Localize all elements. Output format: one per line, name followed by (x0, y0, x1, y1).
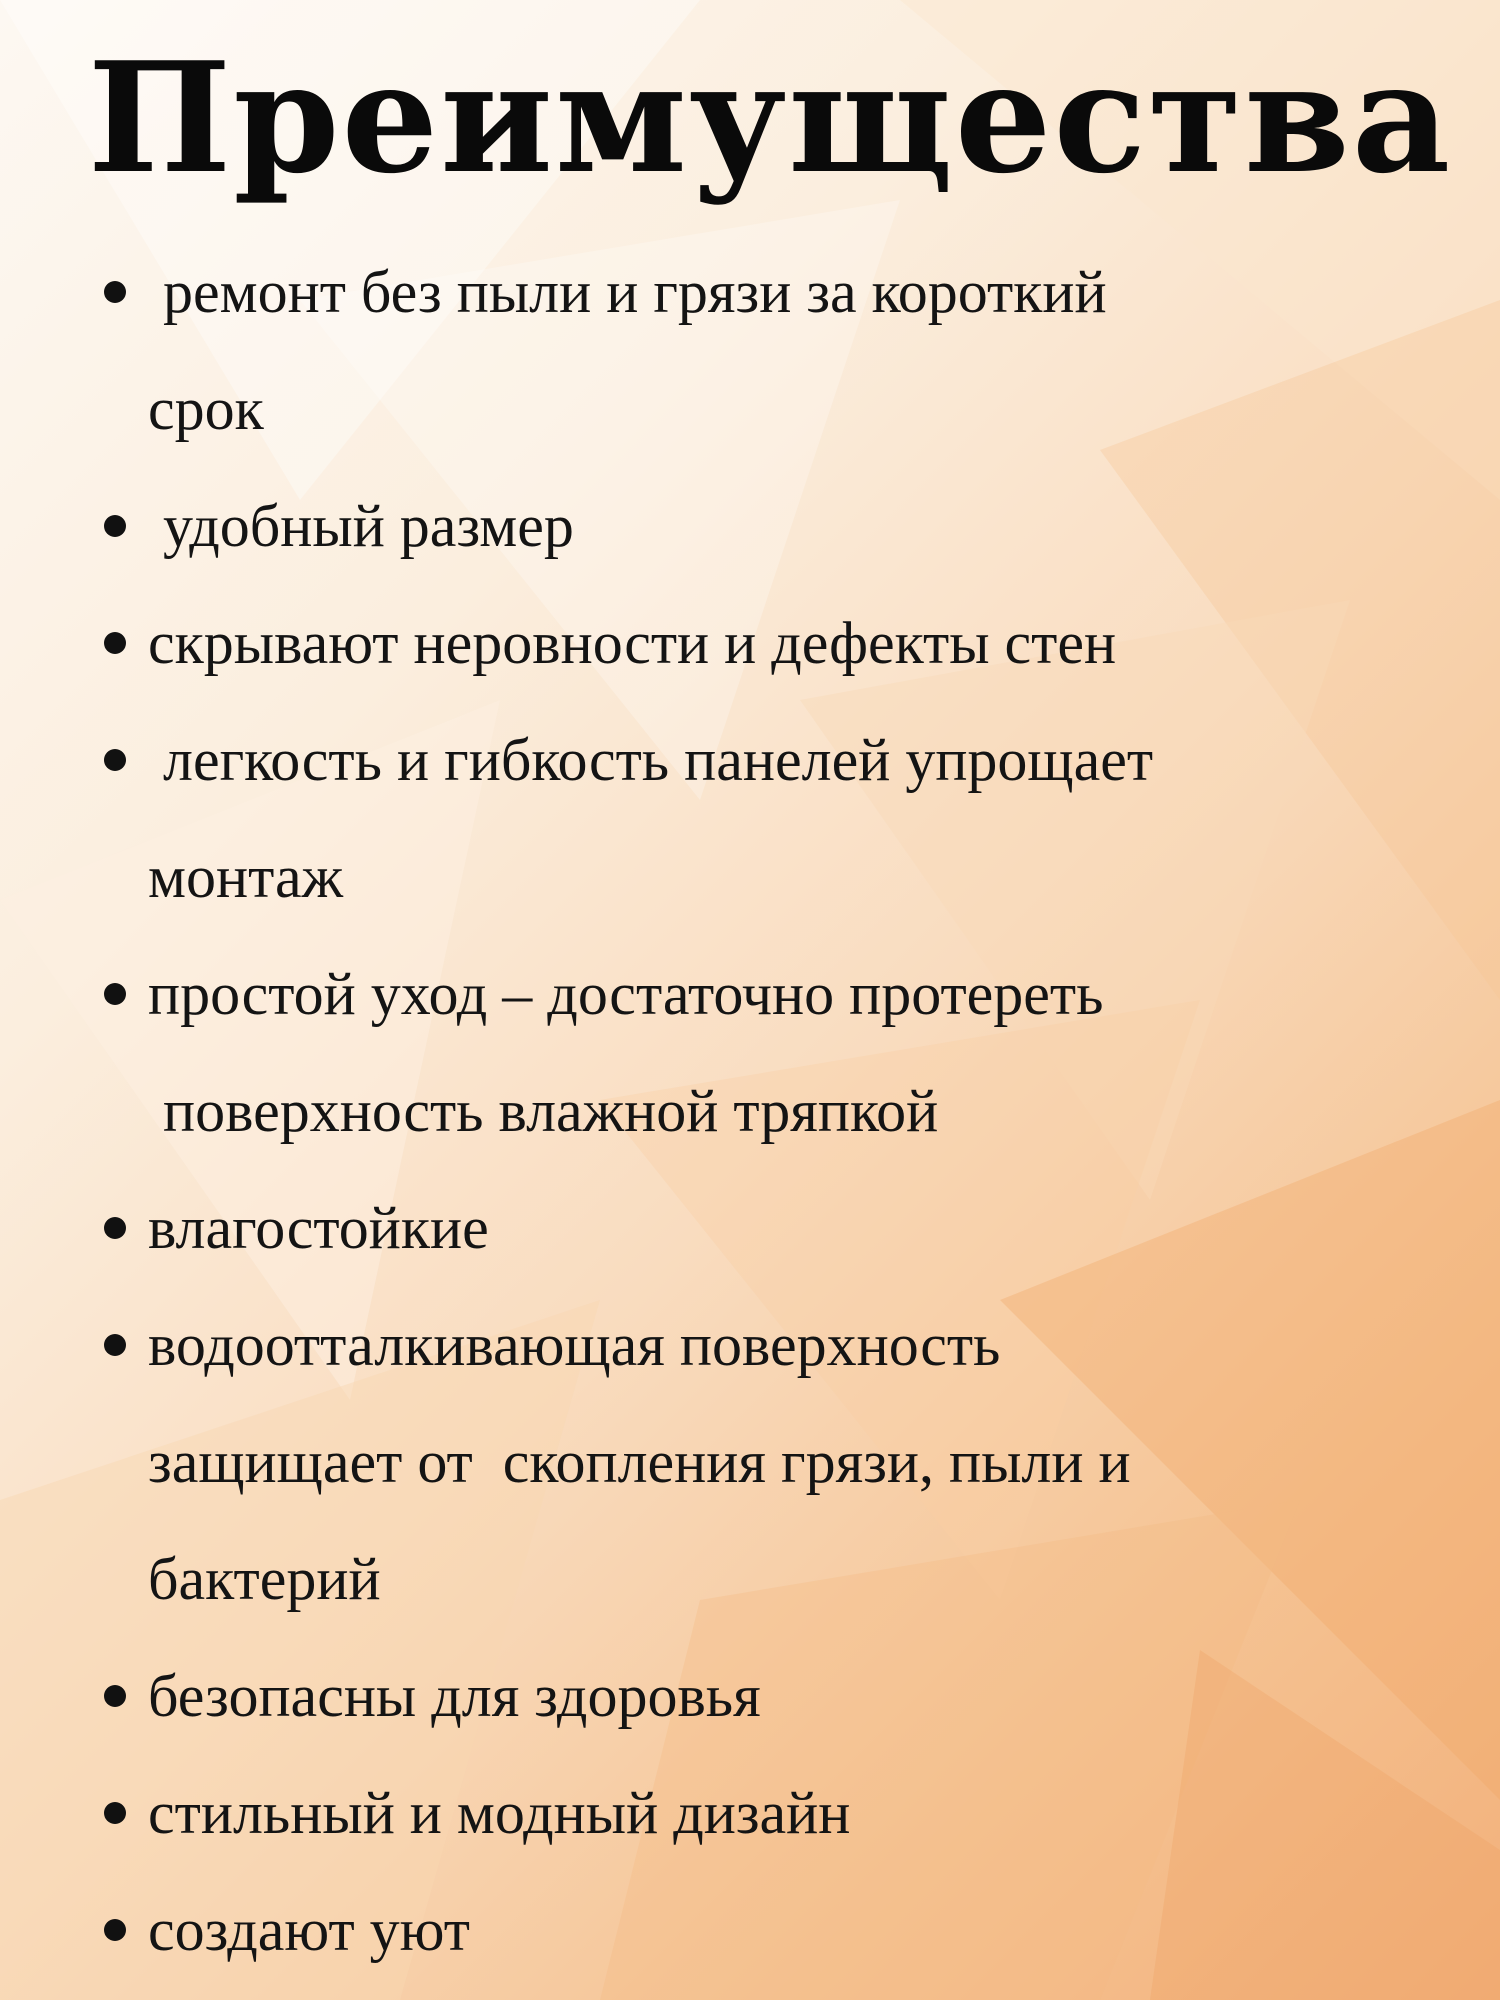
list-item (96, 1755, 1436, 1872)
list-item-text: влагостойкие (148, 1195, 489, 1261)
bullet-icon (104, 1919, 126, 1941)
list-item-text: водоотталкивающая поверхность (148, 1312, 1001, 1378)
bullet-icon (104, 515, 126, 537)
list-item (96, 936, 1436, 1170)
list-item (96, 1287, 1436, 1638)
list-item-text: монтаж (148, 844, 344, 910)
list-item-text: срок (148, 376, 264, 442)
bullet-icon (104, 749, 126, 771)
list-item-text: бактерий (148, 1546, 381, 1612)
page-title: Преимущества (87, 28, 1453, 207)
bullet-icon (104, 1685, 126, 1707)
bullet-icon (104, 1802, 126, 1824)
list-item-text: создают уют (148, 1897, 470, 1963)
list-item-text: удобный размер (148, 493, 574, 559)
list-item-text: безопасны для здоровья (148, 1663, 761, 1729)
list-item (96, 1170, 1436, 1287)
list-item-text: стильный и модный дизайн (148, 1780, 851, 1846)
list-item (96, 234, 1436, 468)
list-item (96, 1638, 1436, 1755)
bullet-icon (104, 632, 126, 654)
advantages-list (96, 234, 1436, 1989)
list-item-text: легкость и гибкость панелей упрощает (148, 727, 1154, 793)
bullet-icon (104, 1217, 126, 1239)
list-item-text: поверхность влажной тряпкой (148, 1078, 939, 1144)
list-item (96, 1872, 1436, 1989)
list-item (96, 702, 1436, 936)
list-item (96, 468, 1436, 585)
list-item (96, 585, 1436, 702)
list-item-text: ремонт без пыли и грязи за короткий (148, 259, 1107, 325)
bullet-icon (104, 1334, 126, 1356)
bullet-icon (104, 983, 126, 1005)
bullet-icon (104, 281, 126, 303)
list-item-text: скрывают неровности и дефекты стен (148, 610, 1117, 676)
list-item-text: защищает от скопления грязи, пыли и (148, 1429, 1131, 1495)
list-item-text: простой уход – достаточно протереть (148, 961, 1104, 1027)
